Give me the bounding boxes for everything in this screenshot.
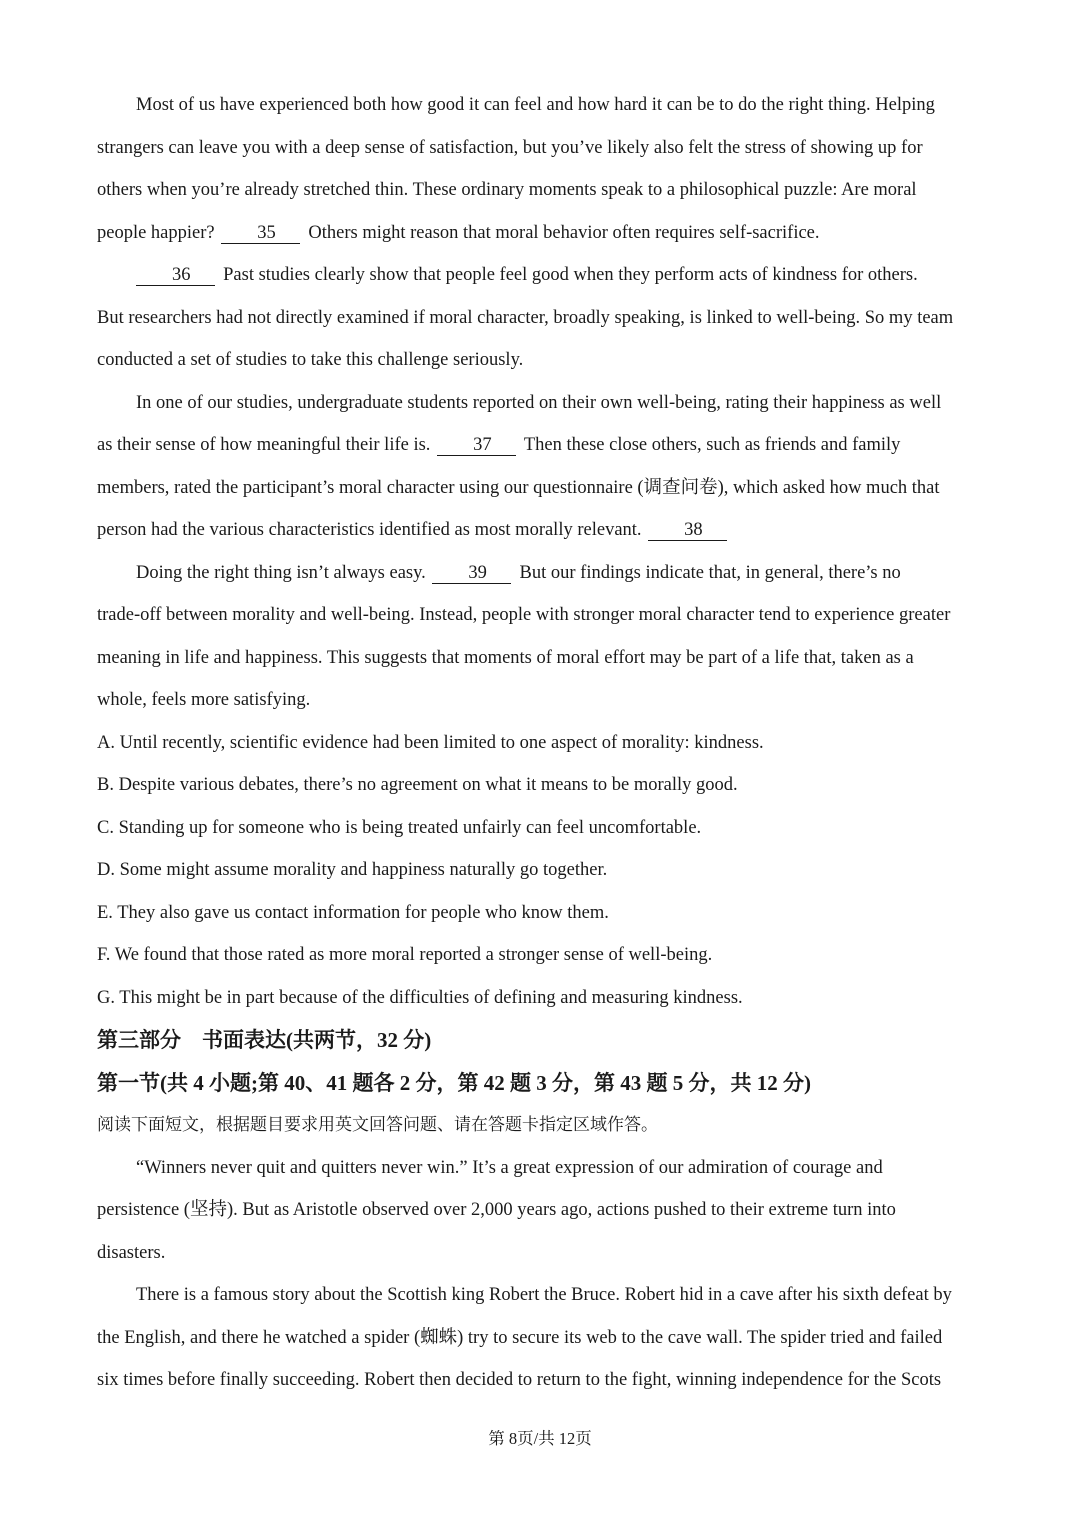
option-c: C. Standing up for someone who is being treated unfairly can feel uncomfortable. bbox=[97, 817, 702, 838]
passage-text: Then these close others, such as friends and family bbox=[523, 435, 901, 455]
passage-text: as their sense of how meaningful their life is. bbox=[97, 435, 431, 455]
passage-line bbox=[97, 1147, 983, 1190]
exam-page bbox=[97, 84, 983, 1402]
passage-line bbox=[97, 424, 983, 467]
section-title: 第三部分 书面表达(共两节，32 分) bbox=[97, 1028, 432, 1052]
passage-text: Others might reason that moral behavior often requires self-sacrifice. bbox=[308, 222, 820, 243]
passage-text: the English, and there he watched a spider (蜘蛛) try to secure its web to the cave wall. The spider tried and failed bbox=[97, 1327, 943, 1348]
passage-line bbox=[97, 1189, 983, 1232]
passage-text: There is a famous story about the Scottish king Robert the Bruce. Robert hid in a cave after his sixth defeat by bbox=[136, 1285, 952, 1305]
passage-text: strangers can leave you with a deep sense of satisfaction, but you’ve likely also felt the stress of showing up for bbox=[97, 137, 923, 158]
passage-text: But researchers had not directly examined if moral character, broadly speaking, is linked to well-being. So my team bbox=[97, 307, 954, 328]
blank-39: 39 bbox=[432, 563, 511, 584]
option-f: F. We found that those rated as more moral reported a stronger sense of well-being. bbox=[97, 945, 713, 965]
option-b: B. Despite various debates, there’s no agreement on what it means to be morally good. bbox=[97, 775, 738, 795]
passage-line bbox=[97, 1317, 983, 1360]
blank-36: 36 bbox=[136, 265, 215, 286]
passage-line bbox=[97, 1274, 983, 1317]
passage-line bbox=[97, 679, 983, 722]
passage-text: members, rated the participant’s moral character using our questionnaire (调查问卷), which asked how much that bbox=[97, 477, 940, 498]
passage-line bbox=[97, 594, 983, 637]
passage-text: Most of us have experienced both how good it can feel and how hard it can be to do the right thing. Helping bbox=[136, 95, 935, 115]
passage-text: “Winners never quit and quitters never win.” It’s a great expression of our admiration of courage and bbox=[136, 1157, 883, 1178]
passage-line bbox=[97, 1232, 983, 1275]
section-subtitle: 第一节(共 4 小题;第 40、41 题各 2 分，第 42 题 3 分，第 43 题 5 分，共 12 分) bbox=[97, 1070, 811, 1095]
passage-line bbox=[97, 212, 983, 255]
blank-37: 37 bbox=[437, 435, 516, 456]
option-e: E. They also gave us contact information for people who know them. bbox=[97, 902, 609, 923]
passage-text: But our findings indicate that, in general, there’s no bbox=[519, 562, 901, 583]
passage-text: whole, feels more satisfying. bbox=[97, 690, 311, 710]
passage-line bbox=[97, 509, 983, 552]
passage-text: persistence (坚持). But as Aristotle observed over 2,000 years ago, actions pushed to their extreme turn into bbox=[97, 1200, 896, 1220]
passage-text: trade-off between morality and well-being. Instead, people with stronger moral character tend to experience greater bbox=[97, 605, 951, 625]
passage-text: people happier? bbox=[97, 222, 215, 243]
section-instruction: 阅读下面短文，根据题目要求用英文回答问题、请在答题卡指定区域作答。 bbox=[97, 1115, 658, 1135]
passage-text: others when you’re already stretched thin. These ordinary moments speak to a philosophical puzzle: Are moral bbox=[97, 180, 917, 200]
passage-line bbox=[97, 297, 983, 340]
passage-text: conducted a set of studies to take this challenge seriously. bbox=[97, 350, 524, 370]
passage-line bbox=[97, 127, 983, 170]
passage-line bbox=[97, 382, 983, 425]
passage-text: six times before finally succeeding. Robert then decided to return to the fight, winning independence for the Scots bbox=[97, 1370, 942, 1390]
passage-text: disasters. bbox=[97, 1242, 166, 1263]
passage-text: In one of our studies, undergraduate students reported on their own well-being, rating their happiness as well bbox=[136, 392, 942, 413]
passage-line bbox=[97, 1359, 983, 1402]
passage-text: Past studies clearly show that people feel good when they perform acts of kindness for others. bbox=[223, 265, 918, 285]
blank-38: 38 bbox=[648, 520, 727, 541]
passage-text: person had the various characteristics identified as most morally relevant. bbox=[97, 520, 642, 540]
passage-line bbox=[97, 339, 983, 382]
passage-line bbox=[97, 467, 983, 510]
passage-line bbox=[97, 552, 983, 595]
blank-35: 35 bbox=[221, 223, 300, 244]
passage-line bbox=[97, 254, 983, 297]
passage-line bbox=[97, 637, 983, 680]
passage-text: Doing the right thing isn’t always easy. bbox=[136, 562, 426, 583]
option-d: D. Some might assume morality and happiness naturally go together. bbox=[97, 860, 608, 880]
passage-line bbox=[97, 84, 983, 127]
option-a: A. Until recently, scientific evidence had been limited to one aspect of morality: kindness. bbox=[97, 732, 764, 753]
option-g: G. This might be in part because of the difficulties of defining and measuring kindness. bbox=[97, 987, 743, 1008]
passage-text: meaning in life and happiness. This suggests that moments of moral effort may be part of a life that, taken as a bbox=[97, 647, 914, 668]
passage-line bbox=[97, 169, 983, 212]
page-indicator: 第 8页/共 12页 bbox=[488, 1429, 592, 1448]
